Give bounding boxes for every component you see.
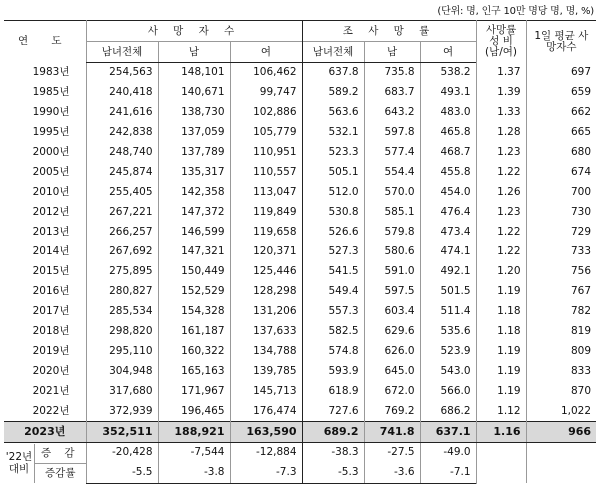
death-statistics-table xyxy=(4,20,596,484)
table-row xyxy=(4,222,596,242)
rate-male-cell: 683.7 xyxy=(364,83,420,103)
sex-ratio-cell: 1.26 xyxy=(476,182,526,202)
rate-female-cell: 501.5 xyxy=(420,282,476,302)
deaths-female-cell: 110,951 xyxy=(230,143,302,163)
rate-total-cell: 589.2 xyxy=(302,83,364,103)
deaths-male-cell: 152,529 xyxy=(158,282,230,302)
rate-total-cell: 689.2 xyxy=(302,422,364,443)
rate-female-cell: 523.9 xyxy=(420,341,476,361)
rate-total-cell: 618.9 xyxy=(302,381,364,401)
deaths-female-cell: 145,713 xyxy=(230,381,302,401)
rate-male-cell: 769.2 xyxy=(364,401,420,421)
comparison-change-row xyxy=(4,442,596,462)
table-row xyxy=(4,381,596,401)
year-cell: 2022년 xyxy=(32,404,70,417)
header-deaths-total: 남녀전체 xyxy=(86,42,158,63)
unit-note: (단위: 명, 인구 10만 명당 명, 명, %) xyxy=(437,6,594,17)
header-sex-ratio: 사망률 성 비 (남/여) xyxy=(476,21,526,63)
change-rate-female: -49.0 xyxy=(420,442,476,462)
rate-male-cell: 629.6 xyxy=(364,322,420,342)
year-cell: 2015년 xyxy=(32,265,70,278)
daily-avg-cell: 697 xyxy=(526,63,596,83)
deaths-total-cell: 240,418 xyxy=(86,83,158,103)
deaths-male-cell: 171,967 xyxy=(158,381,230,401)
deaths-male-cell: 154,328 xyxy=(158,302,230,322)
daily-avg-cell: 782 xyxy=(526,302,596,322)
rate-female-cell: 473.4 xyxy=(420,222,476,242)
daily-avg-cell: 659 xyxy=(526,83,596,103)
sex-ratio-cell: 1.20 xyxy=(476,262,526,282)
comparison-label xyxy=(4,442,86,483)
blank-daily-cell xyxy=(526,442,596,483)
deaths-female-cell: 163,590 xyxy=(230,422,302,443)
deaths-total-cell: 295,110 xyxy=(86,341,158,361)
table-row xyxy=(4,242,596,262)
change-rate-label: 증감률 xyxy=(45,466,76,479)
deaths-female-cell: 102,886 xyxy=(230,103,302,123)
pct-deaths-male: -3.8 xyxy=(158,463,230,483)
deaths-male-cell: 142,358 xyxy=(158,182,230,202)
year-cell: 2012년 xyxy=(32,205,70,218)
sex-ratio-cell: 1.19 xyxy=(476,341,526,361)
deaths-male-cell: 137,059 xyxy=(158,123,230,143)
year-cell: 2021년 xyxy=(32,384,70,397)
year-cell: 2020년 xyxy=(32,364,70,377)
sex-ratio-cell: 1.12 xyxy=(476,401,526,421)
deaths-male-cell: 137,789 xyxy=(158,143,230,163)
deaths-female-cell: 106,462 xyxy=(230,63,302,83)
rate-total-cell: 532.1 xyxy=(302,123,364,143)
daily-avg-cell: 665 xyxy=(526,123,596,143)
deaths-total-cell: 245,874 xyxy=(86,162,158,182)
deaths-female-cell: 119,849 xyxy=(230,202,302,222)
sex-ratio-cell: 1.33 xyxy=(476,103,526,123)
deaths-male-cell: 161,187 xyxy=(158,322,230,342)
rate-female-cell: 465.8 xyxy=(420,123,476,143)
table-row xyxy=(4,282,596,302)
daily-avg-cell: 674 xyxy=(526,162,596,182)
year-cell: 2014년 xyxy=(32,245,70,258)
rate-female-cell: 566.0 xyxy=(420,381,476,401)
year-cell: 1995년 xyxy=(32,126,70,139)
rate-male-cell: 643.2 xyxy=(364,103,420,123)
daily-avg-cell: 1,022 xyxy=(526,401,596,421)
daily-avg-cell: 680 xyxy=(526,143,596,163)
rate-total-cell: 527.3 xyxy=(302,242,364,262)
table-row xyxy=(4,202,596,222)
year-cell: 2013년 xyxy=(32,225,70,238)
rate-male-cell: 579.8 xyxy=(364,222,420,242)
year-cell: 2010년 xyxy=(32,185,70,198)
deaths-male-cell: 147,372 xyxy=(158,202,230,222)
deaths-total-cell: 317,680 xyxy=(86,381,158,401)
daily-avg-cell: 819 xyxy=(526,322,596,342)
daily-avg-cell: 966 xyxy=(526,422,596,443)
daily-avg-cell: 833 xyxy=(526,361,596,381)
header-year: 연 도 xyxy=(17,35,72,48)
rate-male-cell: 554.4 xyxy=(364,162,420,182)
deaths-female-cell: 131,206 xyxy=(230,302,302,322)
deaths-total-cell: 280,827 xyxy=(86,282,158,302)
pct-deaths-female: -7.3 xyxy=(230,463,302,483)
rate-female-cell: 538.2 xyxy=(420,63,476,83)
sex-ratio-cell: 1.22 xyxy=(476,222,526,242)
highlight-row xyxy=(4,422,596,443)
daily-avg-cell: 767 xyxy=(526,282,596,302)
deaths-male-cell: 165,163 xyxy=(158,361,230,381)
rate-total-cell: 593.9 xyxy=(302,361,364,381)
deaths-male-cell: 150,449 xyxy=(158,262,230,282)
deaths-male-cell: 135,317 xyxy=(158,162,230,182)
table-row xyxy=(4,182,596,202)
table-row xyxy=(4,322,596,342)
year-cell: 1985년 xyxy=(32,86,70,99)
daily-avg-cell: 756 xyxy=(526,262,596,282)
deaths-total-cell: 255,405 xyxy=(86,182,158,202)
sex-ratio-cell: 1.39 xyxy=(476,83,526,103)
sex-ratio-cell: 1.37 xyxy=(476,63,526,83)
daily-avg-cell: 729 xyxy=(526,222,596,242)
rate-male-cell: 585.1 xyxy=(364,202,420,222)
table-body xyxy=(4,63,596,484)
deaths-total-cell: 242,838 xyxy=(86,123,158,143)
deaths-total-cell: 267,221 xyxy=(86,202,158,222)
rate-female-cell: 637.1 xyxy=(420,422,476,443)
table-row xyxy=(4,401,596,421)
deaths-total-cell: 275,895 xyxy=(86,262,158,282)
deaths-female-cell: 110,557 xyxy=(230,162,302,182)
rate-male-cell: 626.0 xyxy=(364,341,420,361)
rate-total-cell: 557.3 xyxy=(302,302,364,322)
sex-ratio-cell: 1.19 xyxy=(476,282,526,302)
change-deaths-total: -20,428 xyxy=(86,442,158,462)
daily-avg-cell: 809 xyxy=(526,341,596,361)
daily-avg-cell: 662 xyxy=(526,103,596,123)
sex-ratio-cell: 1.28 xyxy=(476,123,526,143)
table-row xyxy=(4,262,596,282)
table-row xyxy=(4,103,596,123)
deaths-total-cell: 267,692 xyxy=(86,242,158,262)
deaths-total-cell: 254,563 xyxy=(86,63,158,83)
deaths-male-cell: 146,599 xyxy=(158,222,230,242)
header-deaths-female: 여 xyxy=(230,42,302,63)
year-cell: 2005년 xyxy=(32,165,70,178)
deaths-male-cell: 140,671 xyxy=(158,83,230,103)
rate-total-cell: 505.1 xyxy=(302,162,364,182)
table-row xyxy=(4,162,596,182)
header-daily-average: 1일 평균 사망자수 xyxy=(526,21,596,63)
year-cell: 2019년 xyxy=(32,344,70,357)
rate-male-cell: 570.0 xyxy=(364,182,420,202)
rate-total-cell: 582.5 xyxy=(302,322,364,342)
deaths-male-cell: 188,921 xyxy=(158,422,230,443)
rate-total-cell: 523.3 xyxy=(302,143,364,163)
daily-avg-cell: 870 xyxy=(526,381,596,401)
year-cell: 2023년 xyxy=(4,422,86,443)
deaths-female-cell: 128,298 xyxy=(230,282,302,302)
blank-ratio-cell xyxy=(476,442,526,483)
deaths-total-cell: 266,257 xyxy=(86,222,158,242)
rate-female-cell: 686.2 xyxy=(420,401,476,421)
table-row xyxy=(4,302,596,322)
rate-female-cell: 476.4 xyxy=(420,202,476,222)
deaths-total-cell: 372,939 xyxy=(86,401,158,421)
rate-total-cell: 530.8 xyxy=(302,202,364,222)
deaths-male-cell: 148,101 xyxy=(158,63,230,83)
daily-avg-cell: 700 xyxy=(526,182,596,202)
deaths-male-cell: 160,322 xyxy=(158,341,230,361)
deaths-female-cell: 137,633 xyxy=(230,322,302,342)
daily-avg-cell: 733 xyxy=(526,242,596,262)
rate-total-cell: 526.6 xyxy=(302,222,364,242)
rate-female-cell: 454.0 xyxy=(420,182,476,202)
header-rate-male: 남 xyxy=(364,42,420,63)
sex-ratio-cell: 1.23 xyxy=(476,202,526,222)
sex-ratio-cell: 1.19 xyxy=(476,381,526,401)
change-deaths-female: -12,884 xyxy=(230,442,302,462)
rate-male-cell: 672.0 xyxy=(364,381,420,401)
header-deaths-group: 사 망 자 수 xyxy=(86,21,302,42)
rate-male-cell: 645.0 xyxy=(364,361,420,381)
change-rate-male: -27.5 xyxy=(364,442,420,462)
rate-total-cell: 563.6 xyxy=(302,103,364,123)
deaths-female-cell: 105,779 xyxy=(230,123,302,143)
deaths-female-cell: 99,747 xyxy=(230,83,302,103)
rate-male-cell: 597.8 xyxy=(364,123,420,143)
year-cell: 2000년 xyxy=(32,146,70,158)
year-cell: 2017년 xyxy=(32,305,70,318)
table-row xyxy=(4,361,596,381)
rate-female-cell: 493.1 xyxy=(420,83,476,103)
rate-male-cell: 603.4 xyxy=(364,302,420,322)
header-deaths-male: 남 xyxy=(158,42,230,63)
rate-total-cell: 637.8 xyxy=(302,63,364,83)
pct-rate-female: -7.1 xyxy=(420,463,476,483)
header-rate-female: 여 xyxy=(420,42,476,63)
deaths-total-cell: 298,820 xyxy=(86,322,158,342)
daily-avg-cell: 730 xyxy=(526,202,596,222)
rate-total-cell: 549.4 xyxy=(302,282,364,302)
rate-female-cell: 455.8 xyxy=(420,162,476,182)
header-rate-group: 조 사 망 률 xyxy=(302,21,476,42)
deaths-male-cell: 147,321 xyxy=(158,242,230,262)
rate-female-cell: 492.1 xyxy=(420,262,476,282)
sex-ratio-cell: 1.19 xyxy=(476,361,526,381)
change-label: 증 감 xyxy=(35,444,86,464)
deaths-female-cell: 125,446 xyxy=(230,262,302,282)
rate-female-cell: 474.1 xyxy=(420,242,476,262)
rate-male-cell: 741.8 xyxy=(364,422,420,443)
sex-ratio-cell: 1.18 xyxy=(476,302,526,322)
comparison-label-line1: '22년 xyxy=(5,451,33,464)
deaths-male-cell: 138,730 xyxy=(158,103,230,123)
year-cell: 1990년 xyxy=(32,106,70,119)
table-row xyxy=(4,83,596,103)
deaths-female-cell: 139,785 xyxy=(230,361,302,381)
header-rate-total: 남녀전체 xyxy=(302,42,364,63)
deaths-total-cell: 285,534 xyxy=(86,302,158,322)
deaths-female-cell: 120,371 xyxy=(230,242,302,262)
rate-male-cell: 597.5 xyxy=(364,282,420,302)
table-row xyxy=(4,123,596,143)
rate-total-cell: 541.5 xyxy=(302,262,364,282)
rate-male-cell: 577.4 xyxy=(364,143,420,163)
sex-ratio-cell: 1.22 xyxy=(476,162,526,182)
rate-female-cell: 543.0 xyxy=(420,361,476,381)
year-cell: 1983년 xyxy=(32,66,70,79)
rate-total-cell: 727.6 xyxy=(302,401,364,421)
sex-ratio-cell: 1.16 xyxy=(476,422,526,443)
pct-rate-total: -5.3 xyxy=(302,463,364,483)
deaths-female-cell: 113,047 xyxy=(230,182,302,202)
pct-deaths-total: -5.5 xyxy=(86,463,158,483)
rate-female-cell: 483.0 xyxy=(420,103,476,123)
change-deaths-male: -7,544 xyxy=(158,442,230,462)
comparison-label-line2: 대비 xyxy=(8,463,30,476)
deaths-female-cell: 176,474 xyxy=(230,401,302,421)
change-rate-total: -38.3 xyxy=(302,442,364,462)
rate-male-cell: 580.6 xyxy=(364,242,420,262)
deaths-total-cell: 304,948 xyxy=(86,361,158,381)
rate-male-cell: 591.0 xyxy=(364,262,420,282)
deaths-total-cell: 241,616 xyxy=(86,103,158,123)
deaths-female-cell: 134,788 xyxy=(230,341,302,361)
year-cell: 2018년 xyxy=(32,325,70,338)
rate-male-cell: 735.8 xyxy=(364,63,420,83)
pct-rate-male: -3.6 xyxy=(364,463,420,483)
deaths-male-cell: 196,465 xyxy=(158,401,230,421)
rate-total-cell: 574.8 xyxy=(302,341,364,361)
rate-total-cell: 512.0 xyxy=(302,182,364,202)
rate-female-cell: 535.6 xyxy=(420,322,476,342)
year-cell: 2016년 xyxy=(32,285,70,298)
deaths-total-cell: 248,740 xyxy=(86,143,158,163)
deaths-female-cell: 119,658 xyxy=(230,222,302,242)
sex-ratio-cell: 1.18 xyxy=(476,322,526,342)
rate-female-cell: 468.7 xyxy=(420,143,476,163)
table-row xyxy=(4,63,596,83)
table-row xyxy=(4,341,596,361)
sex-ratio-cell: 1.22 xyxy=(476,242,526,262)
table-header xyxy=(4,21,596,63)
sex-ratio-cell: 1.23 xyxy=(476,143,526,163)
deaths-total-cell: 352,511 xyxy=(86,422,158,443)
table-row xyxy=(4,143,596,163)
rate-female-cell: 511.4 xyxy=(420,302,476,322)
